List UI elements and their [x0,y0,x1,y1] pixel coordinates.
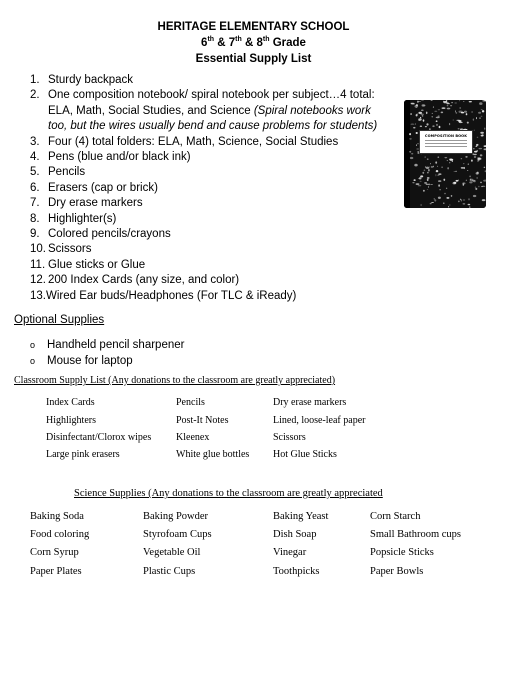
grid-cell: Baking Yeast [273,511,329,522]
document-header [0,19,507,67]
grid-cell: Lined, loose-leaf paper [273,415,366,426]
grid-cell: Baking Soda [30,511,84,522]
grid-cell: Styrofoam Cups [143,529,212,540]
item-number: 9. [30,228,40,241]
grid-cell: Corn Syrup [30,547,79,558]
optional-supplies-title: Optional Supplies [14,314,105,326]
item-text: Colored pencils/crayons [48,228,171,241]
grade-6: 6 [201,37,208,49]
grade-line [0,35,507,51]
grid-cell: Disinfectant/Clorox wipes [46,432,152,443]
grid-cell: Vegetable Oil [143,547,201,558]
item-text: Erasers (cap or brick) [48,181,158,194]
item-number: 12. [30,274,46,287]
item-number: 13. [30,289,46,302]
list-item [30,273,390,288]
label-line [425,143,467,144]
item-note: (Spiral notebooks work [253,104,371,117]
grid-cell: Dish Soap [273,529,317,540]
item-text: Mouse for laptop [47,355,133,367]
grid-cell: Dry erase markers [273,397,347,408]
item-number: 11. [30,258,46,271]
label-line [425,146,467,147]
item-note: too, but the wires usually bend and cause problems for students) [48,120,378,133]
item-text: 200 Index Cards (any size, and color) [48,274,240,287]
grid-cell: Small Bathroom cups [370,529,461,540]
item-number: 8. [30,212,40,225]
grid-cell: Pencils [176,397,205,408]
grade-8: 8 [256,37,263,49]
item-text: Pencils [48,166,86,179]
list-item [30,196,390,211]
list-title: Essential Supply List [195,53,312,65]
list-item [30,337,184,353]
grade-6-sup: th [207,36,215,44]
list-item [30,165,390,180]
item-number: 1. [30,74,40,86]
list-item [30,135,390,150]
grid-cell: Popsicle Sticks [370,547,434,558]
item-text: Highlighter(s) [48,212,117,225]
label-line [425,140,467,141]
item-text: Four (4) total folders: ELA, Math, Science, Social Studies [48,135,339,148]
list-item [30,212,390,227]
list-item [30,150,390,165]
list-item [30,227,390,242]
item-text: Dry erase markers [48,197,143,210]
grade-7-sup: th [235,36,242,44]
grid-cell: Toothpicks [273,566,320,577]
grid-cell: Food coloring [30,529,90,540]
list-item [30,353,184,369]
item-number: 2. [30,89,40,102]
item-text: Pens (blue and/or black ink) [48,151,191,164]
grade-label: Grade [269,37,306,49]
item-continuation [30,104,390,119]
item-text: Sturdy backpack [48,74,134,86]
item-number: 4. [30,151,40,164]
grid-cell: Paper Plates [30,566,82,577]
notebook-label-text: COMPOSITION BOOK [424,134,468,138]
school-name: HERITAGE ELEMENTARY SCHOOL [157,21,350,33]
grid-cell: Paper Bowls [370,566,424,577]
grade-7: 7 [228,37,236,49]
item-text: Wired Ear buds/Headphones (For TLC & iReady) [46,289,297,302]
grade-sep: & [214,37,229,49]
list-item [30,88,390,134]
item-number: 5. [30,166,40,179]
grid-cell: Baking Powder [143,511,209,522]
list-item [30,258,390,273]
grid-cell: Index Cards [46,397,95,408]
grid-cell: Plastic Cups [143,566,196,577]
grid-cell: Vinegar [273,547,307,558]
item-number: 6. [30,181,40,194]
grid-cell: Scissors [273,432,306,443]
item-number: 7. [30,197,40,210]
grid-cell: Corn Starch [370,511,421,522]
grid-cell: Large pink erasers [46,449,120,460]
composition-notebook-image [404,100,486,208]
item-text: One composition notebook/ spiral notebook per subject…4 total: [48,89,375,102]
notebook-label [419,130,473,154]
grade-8-sup: th [262,36,270,44]
list-item [30,289,390,304]
item-text: Scissors [48,243,92,256]
marble-pattern [404,100,486,208]
item-text: Handheld pencil sharpener [47,339,185,351]
optional-supplies-list [30,337,184,369]
bullet-icon: o [30,340,36,350]
essential-supply-list [30,73,390,304]
list-item [30,242,390,257]
list-item [30,73,390,88]
grid-cell: Hot Glue Sticks [273,449,337,460]
grid-cell: Kleenex [176,432,210,443]
grid-cell: Highlighters [46,415,96,426]
bullet-icon: o [30,356,36,366]
grid-cell: White glue bottles [176,449,250,460]
classroom-supply-title: Classroom Supply List (Any donations to the classroom are greatly appreciated) [14,375,336,386]
item-text: Glue sticks or Glue [48,258,146,271]
item-text-cont: ELA, Math, Social Studies, and Science [48,104,254,117]
item-number: 3. [30,135,40,148]
item-number: 10. [30,243,46,256]
grid-cell: Post-It Notes [176,415,229,426]
grade-sep: & [241,37,257,49]
list-item [30,181,390,196]
science-supplies-title: Science Supplies (Any donations to the classroom are greatly appreciated [74,488,383,499]
